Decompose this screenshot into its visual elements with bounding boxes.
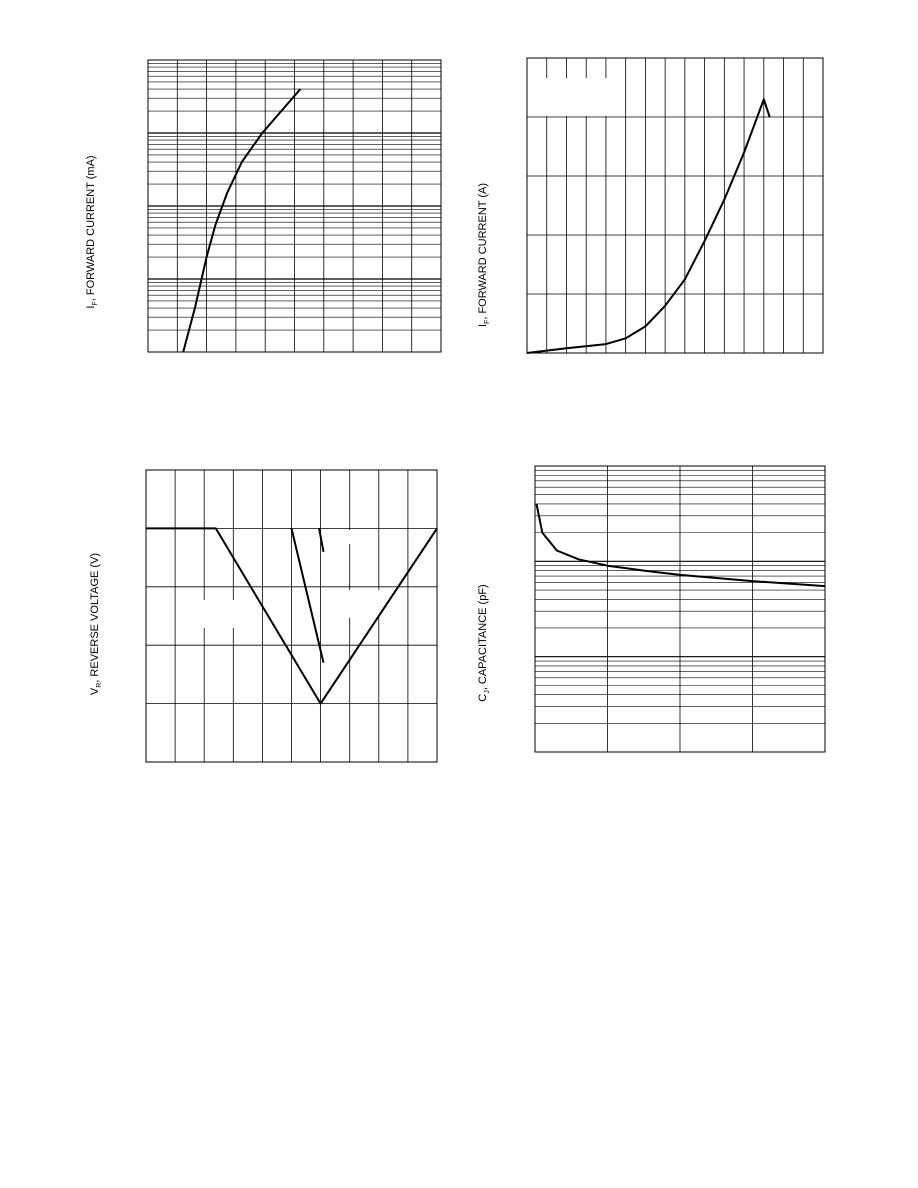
chart-forward-current-a [460,50,840,370]
series-line-1 [292,528,324,662]
chart-capacitance-svg [460,460,840,780]
y-axis-label: $I_F$, FORWARD CURRENT (A) [477,182,491,328]
chart-reverse-voltage [70,460,450,780]
y-axis-label: $I_F$, FORWARD CURRENT (mA) [85,155,99,309]
chart-forward-current-ma [70,50,450,370]
series-line-0 [183,89,300,352]
blank-patch [347,590,381,618]
series-line-0 [537,504,826,586]
series-line-0 [527,99,770,353]
chart-forward-current-a-svg [460,50,840,370]
blank-patch [540,78,612,116]
series-line-2 [319,528,323,551]
y-axis-label: $C_J$, CAPACITANCE (pF) [477,584,491,702]
blank-patch [183,600,255,628]
chart-reverse-voltage-svg [70,460,450,780]
chart-capacitance [460,460,840,780]
blank-patch [344,530,378,544]
y-axis-label: $V_R$, REVERSE VOLTAGE (V) [89,552,103,696]
chart-forward-current-ma-svg [70,50,450,370]
